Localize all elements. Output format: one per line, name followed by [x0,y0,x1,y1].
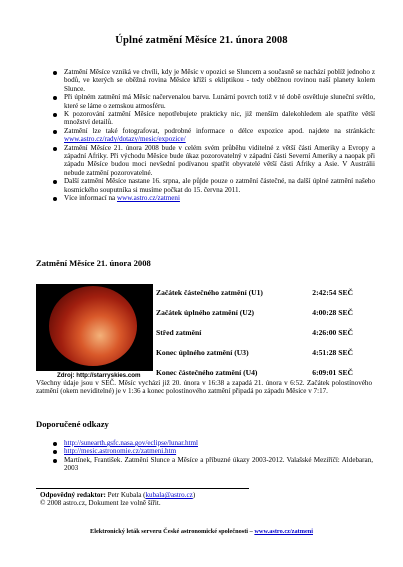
phase-label: Konec úplného zatmění (U3) [156,347,249,357]
more-info-link[interactable]: www.astro.cz/zatmeni [116,194,180,203]
divider [36,488,249,489]
editor-info: Odpovědný redaktor: Petr Kubala (kubala@astro.cz) © 2008 astro.cz, Dokument lze volně šířit. [40,491,340,508]
copyright: © 2008 astro.cz, Dokument lze volně šířit. [40,499,161,508]
page-title: Úplné zatmění Měsíce 21. února 2008 [115,35,288,46]
phase-label: Konec částečného zatmění (U4) [156,367,258,377]
list-item: Při úplném zatmění má Měsíc načervenalou barvu. Lunární povrch totiž v té době osvětluje sluneční světlo, které se láme o zemskou atmosféru. [53,93,375,110]
list-item: Další zatmění Měsíce nastane 16. srpna, ale půjde pouze o zatmění částečné, na další úplné zatmění našeho kosmického souputníka si musíme počkat do 15. června 2011. [53,177,375,194]
section-title: Zatmění Měsíce 21. února 2008 [36,258,151,268]
refs-title: Doporučené odkazy [36,419,109,429]
eclipsed-moon-image [49,286,137,366]
table-row [156,303,353,323]
list-item: Zatmění lze také fotografovat, podrobné informace o délce expozice apod. najdete na stránkách: www.astro.cz/rady/dotazy/mesic/expozice/ [53,127,375,144]
editor-name: Petr Kubala ( [105,491,146,499]
table-row [156,283,353,303]
phase-time: 4:51:28 SEČ [312,347,353,357]
list-item: Zatmění Měsíce 21. února 2008 bude v celém svém průběhu viditelné z větší části Ameriky a Evropy a západní Afriky. Při východu Měsíce bude úkaz pozorovatelný v západní části Severní Ameriky a naopak při západu Měsíce budou moci nevšední podívanou spatřit obyvatelé větší části Afriky a Asie. V Austrálii nebude zatmění pozorovatelné. [53,144,375,178]
eclipse-photo [36,284,153,371]
phase-time: 4:00:28 SEČ [312,307,353,317]
list-item: Martínek, František. Zatmění Slunce a Měsíce a příbuzné úkazy 2003-2012. Valašské Meziříčí: Aldebaran, 2003 [53,456,373,473]
list-item: K pozorování zatmění Měsíce nepotřebujete prakticky nic, již menším dalekohledem ale spatříte větší množství detailů. [53,110,375,127]
phase-time: 6:09:01 SEČ [312,367,353,377]
phase-label: Střed zatmění [156,327,202,337]
refs-list [53,439,373,473]
photo-credit: Zdroj: http://starryskies.com [57,372,141,379]
phase-label: Začátek částečného zatmění (U1) [156,287,263,297]
intro-list [53,68,375,203]
phase-label: Začátek úplného zatmění (U2) [156,307,255,317]
table-row [156,343,353,363]
phase-time: 4:26:00 SEČ [312,327,353,337]
footer-link[interactable]: www.astro.cz/zatmeni [254,528,313,535]
nasa-eclipse-link[interactable]: http://sunearth.gsfc.nasa.gov/eclipse/lunar.html [64,439,198,447]
editor-label: Odpovědný redaktor: [40,491,106,499]
list-item: Zatmění Měsíce vzniká ve chvíli, kdy je Měsíc v opozici se Sluncem a současně se nachází poblíž jednoho z bodů, ve kterých se oběžná rovina Měsíce kříží s ekliptikou - tedy oběžnou rovinou naší planety kolem Slunce. [53,68,375,93]
list-item [53,447,373,455]
list-item: Více informací na www.astro.cz/zatmeni [53,194,375,202]
editor-email-link[interactable]: kubala@astro.cz [145,491,193,499]
phase-time: 2:42:54 SEČ [312,287,353,297]
exposure-link[interactable]: www.astro.cz/rady/dotazy/mesic/expozice/ [64,135,186,144]
eclipse-phases-table [156,283,353,383]
list-item [53,439,373,447]
footer-bottom: Elektronický leták serveru České astronomické společnosti – www.astro.cz/zatmeni [90,528,313,535]
table-row [156,323,353,343]
times-note: Všechny údaje jsou v SEČ. Měsíc vychází již 20. února v 16:38 a zapadá 21. února v 6:52. Začátek polostínového zatmění (okem neviditelné) je v 1:36 a konec polostínového zatmění připadá po západu Měsíce v 7:17. [36,379,372,396]
mesic-astronomie-link[interactable]: http://mesic.astronomie.cz/zatmeni.htm [64,447,177,456]
